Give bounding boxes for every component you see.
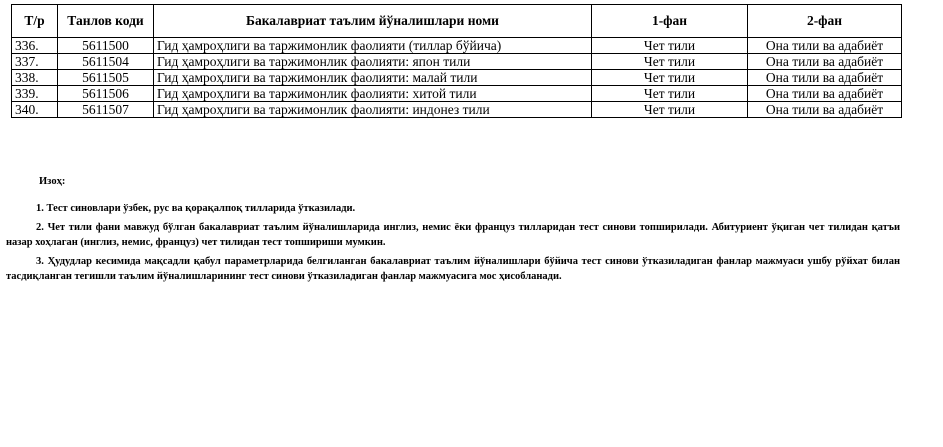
row-subject-2: Она тили ва адабиёт: [748, 86, 902, 102]
row-code: 5611505: [58, 70, 154, 86]
row-subject-1: Чет тили: [592, 86, 748, 102]
row-code: 5611506: [58, 86, 154, 102]
row-number: 337.: [12, 54, 58, 70]
row-code: 5611507: [58, 102, 154, 118]
note-item: 2. Чет тили фани мавжуд бўлган бакалавриат таълим йўналишларида инглиз, немис ёки француз тилларидан тест синови топширилади. Абитуриент ўқиган чет тилидан қатъи назар хоҳлаган (инглиз, немис, француз) чет тилидан тест топшириши мумкин.: [6, 222, 900, 248]
row-subject-1: Чет тили: [592, 54, 748, 70]
row-subject-2: Она тили ва адабиёт: [748, 102, 902, 118]
row-subject-2: Она тили ва адабиёт: [748, 70, 902, 86]
header-code: Танлов коди: [58, 5, 154, 38]
row-direction-name: Гид ҳамроҳлиги ва таржимонлик фаолияти: япон тили: [154, 54, 592, 70]
row-direction-name: Гид ҳамроҳлиги ва таржимонлик фаолияти: индонез тили: [154, 102, 592, 118]
row-number: 340.: [12, 102, 58, 118]
table-row: [12, 54, 902, 70]
row-subject-1: Чет тили: [592, 70, 748, 86]
note-item: 3. Ҳудудлар кесимида мақсадли қабул параметрларида белгиланган бакалавриат таълим йўналишлари бўйича тест синови ўтказиладиган фанлар мажмуаси ушбу рўйхат билан тасдиқланган тегишли таълим йўналишларининг тест синови ўтказиладиган фанлар мажмуасига мос ҳисобланади.: [6, 256, 900, 282]
notes-section: [6, 174, 900, 288]
header-direction-name: Бакалавриат таълим йўналишлари номи: [154, 5, 592, 38]
table-row: [12, 70, 902, 86]
note-item: 1. Тест синовлари ўзбек, рус ва қорақалпоқ тилларида ўтказилади.: [36, 203, 356, 214]
row-subject-2: Она тили ва адабиёт: [748, 38, 902, 54]
row-number: 336.: [12, 38, 58, 54]
header-number: Т/р: [12, 5, 58, 38]
header-subject-2: 2-фан: [748, 5, 902, 38]
row-direction-name: Гид ҳамроҳлиги ва таржимонлик фаолияти (тиллар бўйича): [154, 38, 592, 54]
row-direction-name: Гид ҳамроҳлиги ва таржимонлик фаолияти: хитой тили: [154, 86, 592, 102]
row-subject-2: Она тили ва адабиёт: [748, 54, 902, 70]
row-number: 338.: [12, 70, 58, 86]
row-code: 5611504: [58, 54, 154, 70]
table-row: [12, 86, 902, 102]
row-direction-name: Гид ҳамроҳлиги ва таржимонлик фаолияти: малай тили: [154, 70, 592, 86]
row-code: 5611500: [58, 38, 154, 54]
header-subject-1: 1-фан: [592, 5, 748, 38]
directions-table: [11, 4, 902, 118]
row-subject-1: Чет тили: [592, 102, 748, 118]
notes-title: Изоҳ:: [39, 176, 66, 187]
table-row: [12, 38, 902, 54]
table-header-row: [12, 5, 902, 38]
row-subject-1: Чет тили: [592, 38, 748, 54]
table-row: [12, 102, 902, 118]
row-number: 339.: [12, 86, 58, 102]
